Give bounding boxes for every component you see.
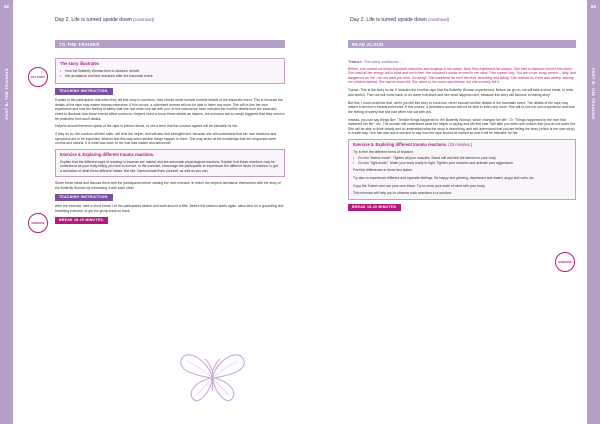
exercise-5-step: This exercise will help you to observe such reactions in a survivor. bbox=[353, 191, 452, 196]
exercise-5-intro: Try to feel the different forms of reaction. bbox=[353, 149, 414, 154]
right-running-head-title: Day 2. Life is turned upside down bbox=[350, 17, 427, 23]
exercise-5-step: Feel the differences in these two states. bbox=[353, 167, 413, 172]
teaching-instruction-label: TEACHING INSTRUCTION. bbox=[55, 194, 113, 201]
instruction-paragraph: Helpers should therefore speak of the rape in indirect terms, or use a term that the survivor agrees will be tolerable for her. bbox=[55, 124, 239, 129]
break-label: BREAK 15-20 MINUTES. bbox=[55, 217, 108, 224]
story-text: Before, she carried out minor important memories and longings in her wings. Now, they frightened her always. She tried to distance herself from them. She used all her energy not to think and not to feel. Her husband's words echoed in her mind: "You cannot stay. You are a ruin, lousy person – dirty, and dangerous for me. I do not want you here. Go away!" She wandered far from the river, stumbling and falling. She realised as if she was asleep, leaving her children behind. She had no tears left. She alone in her world was intense, but she scarcely felt it. bbox=[348, 66, 576, 85]
instruction-paragraph: After the exercise, take a short break. Let the participants stretch and walk around a little. Before the session starts again, allow time for a grounding and breathing exercise, to get the group back on track. bbox=[55, 204, 284, 213]
illustrates-list bbox=[60, 69, 280, 79]
story-heading-rest: The story continues… bbox=[363, 59, 403, 64]
left-section-title: TO THE TRAINER bbox=[55, 40, 285, 48]
exercise-5-step: Copy the Trainer and use your own ideas. Try to show your state of mind with your body. bbox=[353, 183, 486, 188]
exercise-5-list bbox=[353, 156, 571, 166]
key-point-badge: KEY POINT bbox=[28, 67, 48, 87]
right-column bbox=[348, 60, 576, 214]
right-edge-tab bbox=[587, 0, 600, 424]
trainer-paragraph: But first, I must underline that, when you tell this story to survivors, never include horrible details of the traumatic event. The details of the rape may waken a survivor's trauma-memories. If this occurs, a victimised woman will not be able to listen any more. She will re-live her own experience and lose the feeling of safety that she had when she sat with you. bbox=[348, 100, 575, 114]
break-label: BREAK 15-20 MINUTES. bbox=[348, 204, 401, 211]
right-running-head bbox=[350, 17, 449, 23]
left-exercise-badge: EXERCISE bbox=[28, 213, 48, 233]
list-item: • Go into "fight mode". Make your body ready to fight. Tighten your muscles and activate your aggression. bbox=[353, 161, 571, 166]
story-heading-speaker: Trainer: bbox=[348, 59, 363, 64]
exercise-4-box bbox=[55, 149, 285, 177]
list-item: • How the Butterfly Woman tries to distance herself. bbox=[60, 69, 280, 74]
instruction-paragraph: Explain to the participants that when they tell this story to survivors, they should never include horrible details of the traumatic event. This is because the details of the rape may waken trauma-memories. If this occurs, a victimised woman will not be able to listen any more. She will re-live her own experience and lose the feeling of safety that she had when she sat with you. In this manual we have included the horrible details from the traumatic event to illustrate how these events affect survivors. Helpers need to know these details as helpers, but survivors are so easily triggered that they need to be protected from such details. bbox=[55, 98, 285, 121]
exercise-5-title-main: Exercise 5. Exploring different trauma reactions. bbox=[353, 142, 448, 148]
left-edge-tab bbox=[0, 0, 13, 424]
left-column bbox=[55, 58, 285, 227]
exercise-5-box bbox=[348, 139, 576, 200]
illustrates-box bbox=[55, 58, 285, 84]
right-page bbox=[300, 0, 600, 424]
trainer-paragraph: Trainer: This is the story so far. It includes the horrible rape that the Butterfly Woman experienced. Before we go on, we will take a short break, to relax and stretch. Then we will come back, to do some exercises and see what happens next, because this story will become a healing story. bbox=[348, 88, 574, 97]
left-page-number: 52 bbox=[3, 4, 9, 9]
left-running-head bbox=[55, 17, 154, 23]
illustrates-title: The story illustrates bbox=[60, 61, 99, 66]
exercise-4-text: Explain that the different ways of reacting to traumas are natural and are automatic physiological reactions. Explain that these reactions may be understood as your body telling you how to survive. In the exercise, encourage the participants to experience the different kinds of reaction, to get a sensation of what these different 'states' feel like. Demonstrate them yourself, as well as you can. bbox=[60, 159, 279, 173]
exercise-5-duration: (15 minutes.) bbox=[448, 142, 473, 148]
left-edge-label: PART B: THE TRAINING bbox=[4, 68, 9, 120]
exercise-5-step: Try also to experience different and opposite feelings. Be happy and grieving, depressed and elated, angry and calm, etc. bbox=[353, 175, 535, 180]
exercise-5-title bbox=[353, 143, 571, 148]
left-running-head-title: Day 2. Life is turned upside down bbox=[55, 17, 132, 23]
right-running-head-suffix: (continued) bbox=[428, 17, 450, 22]
list-item: • Her avoidance and fear reactions after the traumatic event. bbox=[60, 74, 280, 79]
exercise-4-title: Exercise 4. Exploring different trauma reactions. bbox=[60, 152, 155, 158]
share-paragraph: Share these ideas and discuss them with the participants before starting the next exercise, in which the helpers familiarise themselves with the story of the Butterfly Woman by rehearsing it with each other. bbox=[55, 181, 281, 191]
right-edge-label: PART B: THE TRAINING bbox=[591, 68, 596, 120]
right-page-number: 53 bbox=[590, 4, 596, 9]
instruction-paragraph: If they do so, the survivor will feel safer, will trust the helper, and will also feel strengthened, because she will understand that her own reactions and symptoms are to be expected. Women feel this way when terrible things happen to them. She may arrive at the knowledge that her responses were normal and natural. It is what was done to her that was insane and abnormal! bbox=[55, 132, 277, 146]
left-running-head-suffix: (continued) bbox=[133, 17, 155, 22]
story-heading bbox=[348, 60, 576, 65]
right-section-title: READ ALOUD bbox=[348, 40, 576, 48]
teaching-instruction-label: TEACHING INSTRUCTION. bbox=[55, 88, 113, 95]
right-exercise-badge: EXERCISE bbox=[555, 252, 575, 272]
butterfly-illustration bbox=[175, 345, 250, 410]
trainer-paragraph: Instead, you can say things like: "Terrible things happened to the Butterfly Woman, which changed her life", Or "Things happened by the river that darkened her life", etc. The woman will understand what her helper is saying and will feel safe. Will take you when she notices that you do not scare her. She will be able to think clearly and to understand what the story is describing, and will understand that you are telling the story (which is her own story) in a safe way. One can also ask a survivor to say how the rape should be named so that it will be tolerable for her. bbox=[348, 117, 576, 136]
list-item: • Go into "freeze mode". Tighten all your muscles. Stand still and feel the tension in your body. bbox=[353, 156, 571, 161]
